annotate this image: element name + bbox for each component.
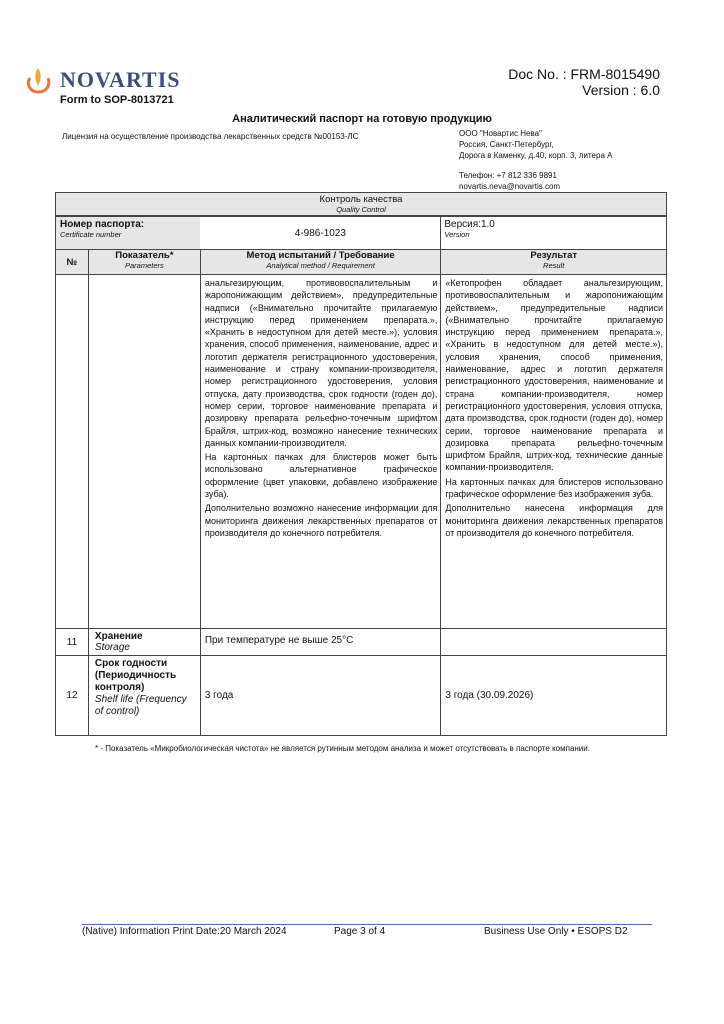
table-row-continued xyxy=(56,275,667,629)
param-ru: Хранение xyxy=(94,631,143,642)
row-param xyxy=(88,656,200,736)
column-header-row xyxy=(56,250,667,275)
certificate-label-ru: Номер паспорта: xyxy=(60,219,145,230)
version-value: 1.0 xyxy=(480,219,495,230)
qc-title-ru: Контроль качества xyxy=(319,194,403,205)
certificate-row xyxy=(56,217,667,250)
company-city: Россия, Санкт-Петербург, xyxy=(459,140,554,149)
row-result-cell xyxy=(441,275,667,629)
print-info: (Native) Information Print Date:20 March 2024 xyxy=(82,926,287,937)
license-text: Лицензия на осуществление производства лекарственных средств №00153-ЛС xyxy=(62,132,359,141)
col-result-en: Result xyxy=(543,261,565,270)
row-no: 11 xyxy=(56,629,89,656)
company-block xyxy=(459,128,612,192)
company-address: Дорога в Каменку, д.40, корп. 3, литера А xyxy=(459,151,613,160)
result-text-p3: Дополнительно нанесена информация для мониторинга движения лекарственных препаратов от производителя до конечного потребителя. xyxy=(445,503,663,538)
col-result xyxy=(441,250,667,275)
row-result: 3 года (30.09.2026) xyxy=(441,656,667,736)
certificate-label xyxy=(56,217,201,250)
footnote: * - Показатель «Микробиологическая чистота» не является рутинным методом анализа и может отсутствовать в паспорте компании. xyxy=(95,744,590,753)
logo-text: NOVARTIS xyxy=(60,67,181,92)
method-text-p3: Дополнительно возможно нанесение информации для мониторинга движения лекарственных препаратов от производителя до конечного потребителя. xyxy=(204,503,438,538)
col-result-ru: Результат xyxy=(530,250,578,261)
doc-version: Version : 6.0 xyxy=(582,82,660,98)
col-no-label: № xyxy=(66,256,78,268)
param-en: Shelf life (Frequency of control) xyxy=(94,694,187,717)
method-text: анальгезирующим, противовоспалительным и жаропонижающим действием», предупредительные надписи («Внимательно прочитайте прилагаемую инструкцию перед применением препарата.», «Хранить в недоступном для детей месте.»), условия хранения, способ применения, наименование, адрес и логотип держателя регистрационного удостоверения, наименование и страну компании-производителя, номер регистрационного удостоверения, условия отпуска, дату производства, срок годности (годен до), номер серии, торговое наименование препарата и дозировку препарата рельефно-точечным шрифтом Брайля, штрих-код, возможно нанесение технических данных компании-производителя. xyxy=(204,278,438,448)
col-method-en: Analytical method / Requirement xyxy=(266,261,375,270)
form-to-label: Form to SOP-8013721 xyxy=(60,94,174,106)
classification: Business Use Only • ESOPS D2 xyxy=(484,926,628,937)
page-title: Аналитический паспорт на готовую продукцию xyxy=(232,113,492,125)
result-text-p2: На картонных пачках для блистеров использовано графическое оформление без изображения зуба. xyxy=(445,476,663,500)
col-method-ru: Метод испытаний / Требование xyxy=(246,250,395,261)
row-method: 3 года xyxy=(200,656,441,736)
certificate-version xyxy=(441,217,667,250)
version-label-en: Version xyxy=(444,230,470,239)
novartis-flame-icon xyxy=(22,64,56,94)
param-en: Storage xyxy=(94,642,130,653)
certificate-label-en: Certificate number xyxy=(60,230,122,239)
doc-number: Doc No. : FRM-8015490 xyxy=(508,66,660,82)
results-table xyxy=(55,216,667,736)
page-number: Page 3 of 4 xyxy=(334,926,386,937)
col-method xyxy=(200,250,441,275)
company-name: ООО "Новартис Нева" xyxy=(459,129,542,138)
param-ru: Срок годности (Периодичность контроля) xyxy=(94,658,177,693)
version-label: Версия: xyxy=(444,219,481,230)
company-phone: Телефон: +7 812 336 9891 xyxy=(459,171,557,180)
row-method-cell xyxy=(200,275,441,629)
col-param-en: Parameters xyxy=(125,261,164,270)
footer-divider xyxy=(82,924,652,925)
col-param-ru: Показатель* xyxy=(115,250,174,261)
table-row xyxy=(56,629,667,656)
qc-title-en: Quality Control xyxy=(336,205,386,214)
quality-control-header xyxy=(55,192,667,216)
row-no-cell xyxy=(56,275,89,629)
company-email: novartis.neva@novartis.com xyxy=(459,182,561,191)
method-text-p2: На картонных пачках для блистеров может быть использовано альтернативное графическое оформление (цвет упаковки, добавлено изображение зуба). xyxy=(204,452,438,500)
certificate-number: 4-986-1023 xyxy=(200,217,441,250)
row-param xyxy=(88,629,200,656)
col-no xyxy=(56,250,89,275)
row-param-cell xyxy=(88,275,200,629)
doc-info xyxy=(508,66,660,98)
table-row xyxy=(56,656,667,736)
result-text: «Кетопрофен обладает анальгезирующим, противовоспалительным и жаропонижающим действием», предупредительные надписи («Внимательно прочитайте прилагаемую инструкцию перед применением препарата.», «Хранить в недоступном для детей месте.»), условия хранения, способ применения, наименование, адрес и логотип держателя регистрационного удостоверения, наименование и страна компании-производителя, номер регистрационного удостоверения, условия отпуска, дата производства, срок годности (годен до), номер серии, торговое наименование препарата и дозировка препарата рельефно-точечным шрифтом Брайля, штрих-код, технические данные компании-производителя. xyxy=(445,278,663,473)
row-result xyxy=(441,629,667,656)
row-no: 12 xyxy=(56,656,89,736)
col-param xyxy=(88,250,200,275)
row-method: При температуре не выше 25°С xyxy=(200,629,441,656)
